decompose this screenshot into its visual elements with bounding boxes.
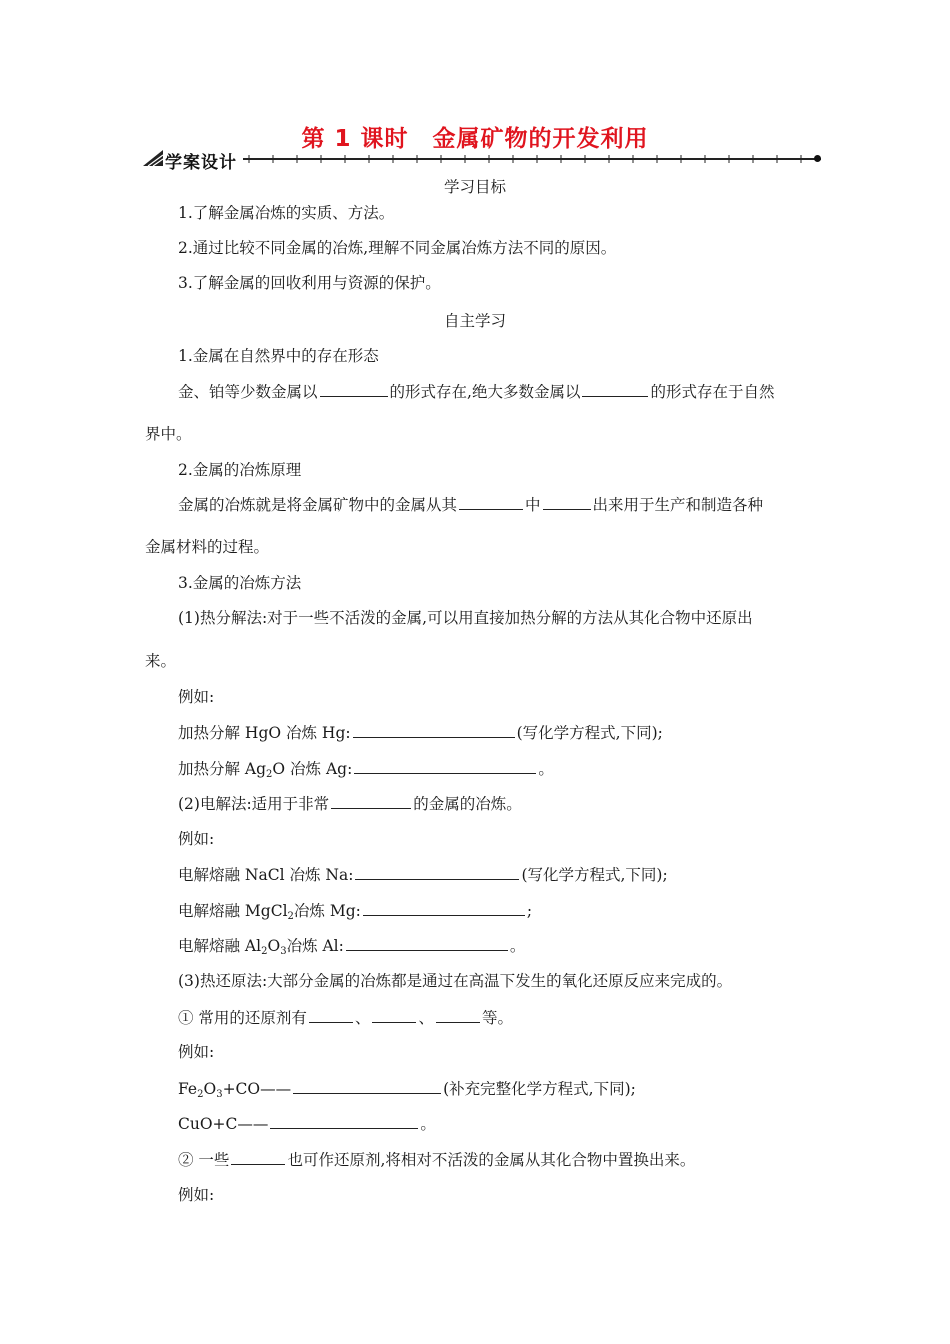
fill-blank[interactable] [231, 1148, 285, 1165]
triangle-stripe-icon [143, 150, 163, 166]
ag-label: 加热分解 Ag [178, 760, 267, 778]
fe-label-c: +CO—— [222, 1080, 292, 1098]
s1-paragraph-cont: 界中。 [145, 425, 192, 443]
separator: 、 [354, 1009, 371, 1027]
fe-label-b: O [203, 1080, 217, 1098]
goals-heading: 学习目标 [443, 178, 506, 196]
page-title: 第 1 课时 金属矿物的开发利用 [301, 126, 649, 152]
s2-heading: 2.金属的冶炼原理 [178, 461, 302, 479]
s1-heading: 1.金属在自然界中的存在形态 [178, 347, 379, 365]
equation-blank[interactable] [353, 721, 515, 738]
fill-blank[interactable] [582, 380, 648, 397]
subscript: 2 [287, 911, 294, 922]
s1-paragraph [178, 380, 774, 403]
equation-blank[interactable] [346, 934, 508, 951]
s2-paragraph-cont: 金属材料的过程。 [145, 538, 270, 556]
section-banner [143, 148, 823, 173]
fill-blank[interactable] [436, 1006, 480, 1023]
hg-label: 加热分解 HgO 冶炼 Hg: [178, 724, 351, 742]
period: 。 [420, 1115, 436, 1133]
al-label-c: 冶炼 Al: [286, 937, 344, 955]
mg-label-b: 冶炼 Mg: [293, 902, 361, 920]
equation-blank[interactable] [354, 757, 536, 774]
ag-equation-line [178, 757, 554, 786]
s2-paragraph [178, 493, 763, 516]
subscript: 2 [261, 946, 268, 957]
fill-blank[interactable] [331, 792, 411, 809]
s3-heading: 3.金属的冶炼方法 [178, 574, 302, 592]
hg-equation-line [178, 721, 663, 744]
subscript: 3 [216, 1089, 223, 1100]
period: 。 [509, 937, 526, 955]
banner-label: 学案设计 [165, 153, 237, 173]
goal-item: 1.了解金属冶炼的实质、方法。 [178, 204, 395, 222]
goal-item: 2.通过比较不同金属的冶炼,理解不同金属冶炼方法不同的原因。 [178, 239, 617, 257]
reductant-metal-line [178, 1148, 695, 1171]
goal-item: 3.了解金属的回收利用与资源的保护。 [178, 274, 441, 292]
self-study-heading: 自主学习 [443, 312, 506, 330]
s2-text-a: 金属的冶炼就是将金属矿物中的金属从其 [178, 496, 458, 514]
s2-text-b: 中 [525, 496, 541, 514]
m2-label: (2)电解法:适用于非常 [178, 795, 330, 813]
fill-blank[interactable] [372, 1006, 416, 1023]
al-label-b: O [267, 937, 281, 955]
fill-blank[interactable] [459, 493, 523, 510]
r2-label: ② 一些 [178, 1151, 230, 1169]
hg-note: (写化学方程式,下同); [516, 724, 663, 742]
example-label: 例如: [178, 1043, 215, 1061]
example-label: 例如: [178, 1186, 215, 1204]
subscript: 2 [197, 1089, 204, 1100]
fill-blank[interactable] [543, 493, 591, 510]
method1-text-cont: 来。 [145, 652, 177, 670]
cu-label: CuO+C—— [178, 1115, 269, 1133]
r1-note: 等。 [481, 1009, 513, 1027]
mg-equation-line [178, 899, 532, 928]
s1-text-b: 的形式存在,绝大多数金属以 [389, 383, 581, 401]
separator: 、 [418, 1009, 434, 1027]
cu-equation-line [178, 1112, 436, 1135]
period: 。 [538, 760, 554, 778]
fe-label: Fe [178, 1080, 198, 1098]
equation-blank[interactable] [270, 1112, 418, 1129]
example-label: 例如: [178, 830, 215, 848]
al-equation-line [178, 934, 525, 963]
subscript: 2 [266, 769, 273, 780]
banner-dot [814, 155, 821, 162]
method1-text: (1)热分解法:对于一些不活泼的金属,可以用直接加热分解的方法从其化合物中还原出 [178, 609, 753, 627]
equation-blank[interactable] [293, 1077, 441, 1094]
fill-blank[interactable] [309, 1006, 353, 1023]
method3-text: (3)热还原法:大部分金属的冶炼都是通过在高温下发生的氧化还原反应来完成的。 [178, 972, 733, 990]
reductant-line [178, 1006, 513, 1029]
na-equation-line [178, 863, 668, 886]
s1-text-a: 金、铂等少数金属以 [178, 383, 318, 401]
example-label: 例如: [178, 688, 215, 706]
fe-note: (补充完整化学方程式,下同); [443, 1080, 636, 1098]
ag-label-b: O 冶炼 Ag: [272, 760, 353, 778]
na-label: 电解熔融 NaCl 冶炼 Na: [178, 866, 354, 884]
equation-blank[interactable] [355, 863, 519, 880]
s1-text-c: 的形式存在于自然 [650, 383, 775, 401]
semicolon: ; [526, 902, 533, 920]
mg-label: 电解熔融 MgCl [178, 902, 288, 920]
al-label: 电解熔融 Al [178, 937, 262, 955]
fe-equation-line [178, 1077, 636, 1106]
equation-blank[interactable] [363, 899, 525, 916]
method2-text [178, 792, 522, 815]
m2-note: 的金属的冶炼。 [413, 795, 522, 813]
subscript: 3 [280, 946, 287, 957]
r1-label: ① 常用的还原剂有 [178, 1009, 307, 1027]
fill-blank[interactable] [320, 380, 388, 397]
r2-note: 也可作还原剂,将相对不活泼的金属从其化合物中置换出来。 [287, 1151, 696, 1169]
banner-ticks [243, 154, 821, 164]
s2-text-c: 出来用于生产和制造各种 [592, 496, 764, 514]
na-note: (写化学方程式,下同); [521, 866, 668, 884]
